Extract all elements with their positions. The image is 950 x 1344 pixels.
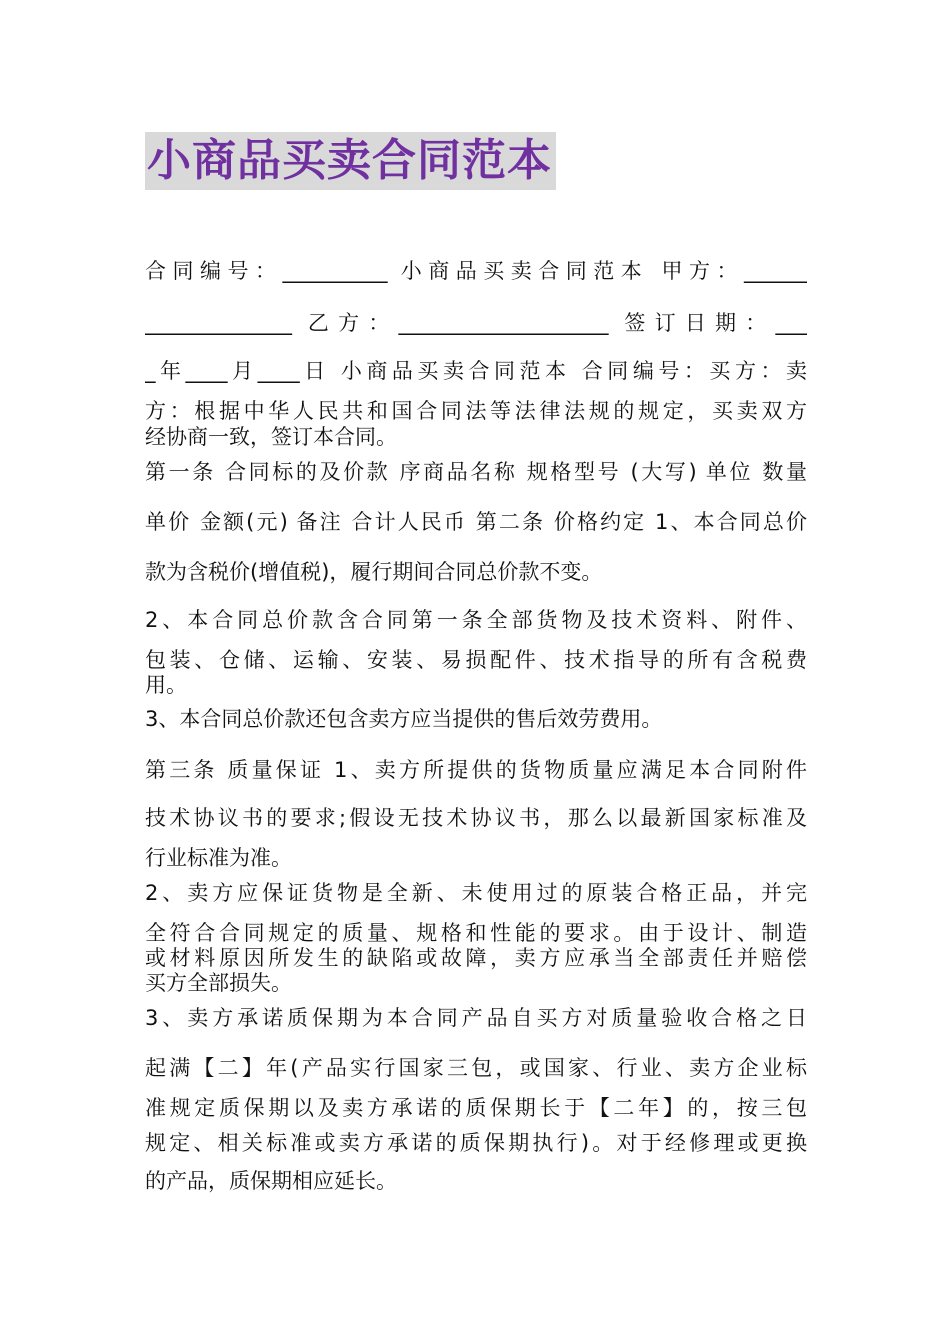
text-line: 买方全部损失。 xyxy=(145,971,292,995)
text-line: 经协商一致，签订本合同。 xyxy=(145,425,397,449)
text-line: 的产品，质保期相应延长。 xyxy=(145,1169,397,1193)
text-line: 3、卖方承诺质保期为本合同产品自买方对质量验收合格之日 xyxy=(145,1006,807,1030)
text-line: 或材料原因所发生的缺陷或故障，卖方应承当全部责任并赔偿 xyxy=(145,946,807,970)
text-line: 技术协议书的要求;假设无技术协议书，那么以最新国家标准及 xyxy=(145,806,807,830)
text-line: 起满【二】年(产品实行国家三包，或国家、行业、卖方企业标 xyxy=(145,1056,807,1080)
text-line: 第一条 合同标的及价款 序商品名称 规格型号 (大写) 单位 数量 xyxy=(145,460,807,484)
text-line: 2、本合同总价款含合同第一条全部货物及技术资料、附件、 xyxy=(145,608,807,632)
text-line: 准规定质保期以及卖方承诺的质保期长于【二年】的，按三包 xyxy=(145,1096,807,1120)
text-line: 合同编号：__________ 小商品买卖合同范本 甲方：______ xyxy=(145,259,807,283)
text-line: 行业标准为准。 xyxy=(145,846,292,870)
document-title: 小商品买卖合同范本 xyxy=(145,132,556,190)
text-line: _年____月____日 小商品买卖合同范本 合同编号：买方：卖 xyxy=(145,359,807,383)
text-line: 用。 xyxy=(145,673,187,697)
text-line: 单价 金额(元) 备注 合计人民币 第二条 价格约定 1、本合同总价 xyxy=(145,510,807,534)
text-line: 第三条 质量保证 1、卖方所提供的货物质量应满足本合同附件 xyxy=(145,758,807,782)
text-line: 全符合合同规定的质量、规格和性能的要求。由于设计、制造 xyxy=(145,921,807,945)
text-line: 包装、仓储、运输、安装、易损配件、技术指导的所有含税费 xyxy=(145,648,807,672)
text-line: 款为含税价(增值税)，履行期间合同总价款不变。 xyxy=(145,560,603,584)
text-line: ______________ 乙方：____________________ 签订日期：___ xyxy=(145,311,807,335)
text-line: 方：根据中华人民共和国合同法等法律法规的规定，买卖双方 xyxy=(145,399,807,423)
text-line: 2、卖方应保证货物是全新、未使用过的原装合格正品，并完 xyxy=(145,881,807,905)
text-line: 3、本合同总价款还包含卖方应当提供的售后效劳费用。 xyxy=(145,707,663,731)
text-line: 规定、相关标准或卖方承诺的质保期执行)。对于经修理或更换 xyxy=(145,1131,807,1155)
